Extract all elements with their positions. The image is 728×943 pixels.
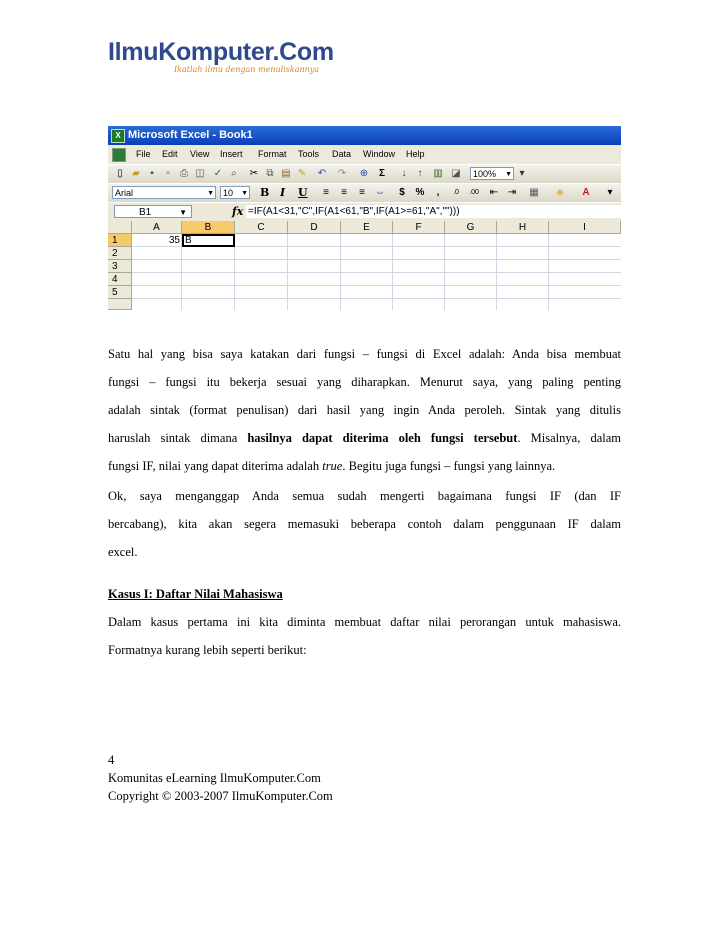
excel-menu-bar bbox=[108, 145, 621, 164]
align-right-icon[interactable]: ≡ bbox=[359, 187, 365, 198]
open-icon[interactable]: ▰ bbox=[132, 168, 140, 179]
fill-color-icon[interactable]: ◈ bbox=[556, 187, 564, 198]
workbook-icon bbox=[112, 148, 126, 162]
font-color-icon[interactable]: A bbox=[582, 187, 590, 198]
text-run: haruslah sintak dimana bbox=[108, 431, 248, 445]
chevron-down-icon: ▼ bbox=[505, 171, 512, 178]
print-preview-icon[interactable]: ◫ bbox=[195, 168, 205, 179]
underline-button[interactable]: U bbox=[298, 186, 308, 199]
menu-format[interactable]: Format bbox=[258, 149, 287, 159]
redo-icon[interactable]: ↷ bbox=[337, 168, 347, 179]
excel-screenshot bbox=[108, 126, 621, 310]
bold-button[interactable]: B bbox=[260, 186, 270, 199]
spelling-icon[interactable]: ✓ bbox=[213, 168, 223, 179]
paragraph-1 bbox=[108, 340, 621, 480]
excel-window-title: Microsoft Excel - Book1 bbox=[128, 129, 253, 141]
column-header[interactable]: I bbox=[549, 221, 621, 234]
text-line bbox=[108, 424, 621, 452]
footer-community: Komunitas eLearning IlmuKomputer.Com bbox=[108, 771, 321, 785]
font-name-select[interactable] bbox=[112, 186, 216, 199]
menu-window[interactable]: Window bbox=[363, 149, 396, 159]
chart-wizard-icon[interactable]: ▥ bbox=[433, 168, 443, 179]
text-line: adalah sintak (format penulisan) dari hasil yang ingin Anda peroleh. Sintak yang ditulis bbox=[108, 403, 621, 417]
permission-icon[interactable]: ▫ bbox=[166, 168, 170, 179]
text-run: . Begitu juga fungsi – fungsi yang lainnya. bbox=[342, 459, 556, 473]
row-header[interactable]: 2 bbox=[108, 247, 132, 260]
row-header[interactable]: 4 bbox=[108, 273, 132, 286]
page-footer bbox=[108, 751, 333, 805]
italic-button[interactable]: I bbox=[280, 186, 286, 199]
paste-icon[interactable]: ▤ bbox=[281, 168, 291, 179]
standard-toolbar bbox=[108, 164, 621, 183]
fx-icon[interactable]: fx bbox=[232, 205, 244, 218]
excel-app-icon: X bbox=[111, 129, 125, 143]
text-line: Formatnya kurang lebih seperti berikut: bbox=[108, 643, 307, 657]
formatting-toolbar bbox=[108, 183, 621, 202]
copy-icon[interactable]: ⧉ bbox=[266, 168, 274, 179]
excel-title-bar bbox=[108, 126, 621, 145]
align-left-icon[interactable]: ≡ bbox=[323, 187, 329, 198]
print-icon[interactable]: ⎙ bbox=[180, 168, 188, 179]
drawing-icon[interactable]: ◪ bbox=[451, 168, 461, 179]
column-header[interactable]: B bbox=[182, 221, 235, 234]
font-size-value: 10 bbox=[223, 188, 234, 198]
row-header[interactable] bbox=[108, 299, 132, 310]
column-header[interactable]: H bbox=[497, 221, 549, 234]
zoom-value: 100% bbox=[473, 169, 497, 179]
text-line: Ok, saya menganggap Anda semua sudah mengerti bagaimana fungsi IF (dan IF bbox=[108, 489, 621, 503]
cell-a1[interactable]: 35 bbox=[168, 235, 180, 246]
percent-icon[interactable]: % bbox=[415, 187, 425, 198]
cell-b1[interactable]: B bbox=[185, 235, 192, 246]
save-icon[interactable]: ▪ bbox=[150, 168, 154, 179]
text-line bbox=[108, 452, 621, 480]
borders-icon[interactable]: ▦ bbox=[529, 187, 539, 198]
menu-edit[interactable]: Edit bbox=[162, 149, 178, 159]
column-header[interactable]: G bbox=[445, 221, 497, 234]
text-line: bercabang), kita akan segera memasuki beberapa contoh dalam penggunaan IF dalam bbox=[108, 517, 621, 531]
new-icon[interactable]: ▯ bbox=[117, 168, 123, 179]
logo-title: IlmuKomputer.Com bbox=[108, 38, 334, 66]
column-header[interactable]: F bbox=[393, 221, 445, 234]
chevron-down-icon: ▼ bbox=[179, 208, 187, 217]
name-box[interactable] bbox=[114, 205, 192, 218]
text-run: . Misalnya, dalam bbox=[517, 431, 621, 445]
page-number: 4 bbox=[108, 753, 115, 767]
increase-indent-icon[interactable]: ⇥ bbox=[507, 187, 517, 198]
align-center-icon[interactable]: ≡ bbox=[341, 187, 347, 198]
column-header[interactable]: A bbox=[132, 221, 182, 234]
comma-style-icon[interactable]: , bbox=[436, 187, 440, 198]
decrease-decimal-icon[interactable]: .00 bbox=[469, 189, 479, 196]
worksheet-grid bbox=[108, 221, 621, 310]
sort-ascending-icon[interactable]: ↓ bbox=[401, 168, 407, 179]
undo-icon[interactable]: ↶ bbox=[317, 168, 327, 179]
menu-file[interactable]: File bbox=[136, 149, 151, 159]
column-header[interactable]: D bbox=[288, 221, 341, 234]
chevron-down-icon: ▼ bbox=[241, 190, 248, 197]
grid-line bbox=[132, 272, 621, 273]
logo-tagline: Ikatlah ilmu dengan menuliskannya bbox=[174, 65, 320, 74]
cut-icon[interactable]: ✂ bbox=[249, 168, 259, 179]
decrease-indent-icon[interactable]: ⇤ bbox=[489, 187, 499, 198]
section-heading: Kasus I: Daftar Nilai Mahasiswa bbox=[108, 587, 283, 601]
row-header[interactable]: 5 bbox=[108, 286, 132, 299]
site-logo bbox=[108, 38, 334, 74]
bold-text: hasilnya dapat diterima oleh fungsi tersebut bbox=[247, 431, 518, 445]
zoom-select[interactable] bbox=[470, 167, 514, 180]
grid-line bbox=[132, 298, 621, 299]
menu-view[interactable]: View bbox=[190, 149, 210, 159]
increase-decimal-icon[interactable]: .0 bbox=[453, 189, 459, 196]
menu-help[interactable]: Help bbox=[406, 149, 425, 159]
menu-insert[interactable]: Insert bbox=[220, 149, 243, 159]
formula-input[interactable]: =IF(A1<31,"C",IF(A1<61,"B",IF(A1>=61,"A",""))) bbox=[246, 205, 621, 218]
italic-text: true bbox=[322, 459, 343, 473]
chevron-down-icon: ▼ bbox=[207, 190, 214, 197]
font-size-select[interactable] bbox=[220, 186, 250, 199]
currency-icon[interactable]: $ bbox=[399, 187, 405, 198]
sort-descending-icon[interactable]: ↑ bbox=[417, 168, 423, 179]
paragraph-2 bbox=[108, 482, 621, 566]
toolbar-options-icon[interactable]: ▾ bbox=[519, 168, 525, 179]
text-run: fungsi IF, nilai yang dapat diterima adalah bbox=[108, 459, 323, 473]
column-header[interactable]: C bbox=[235, 221, 288, 234]
text-line: Satu hal yang bisa saya katakan dari fungsi – fungsi di Excel adalah: Anda bisa membuat bbox=[108, 347, 621, 361]
grid-line bbox=[132, 285, 621, 286]
column-header[interactable]: E bbox=[341, 221, 393, 234]
menu-data[interactable]: Data bbox=[332, 149, 352, 159]
footer-copyright: Copyright © 2003-2007 IlmuKomputer.Com bbox=[108, 789, 333, 803]
formula-bar bbox=[108, 202, 621, 221]
merge-center-icon[interactable]: ⇔ bbox=[375, 187, 385, 198]
toolbar-options-icon[interactable]: ▾ bbox=[607, 187, 613, 198]
font-name-value: Arial bbox=[115, 188, 134, 198]
research-icon[interactable]: ⌕ bbox=[231, 168, 237, 179]
row-header[interactable]: 1 bbox=[108, 234, 132, 247]
select-all-corner[interactable] bbox=[108, 221, 132, 234]
menu-tools[interactable]: Tools bbox=[298, 149, 320, 159]
text-line: Dalam kasus pertama ini kita diminta membuat daftar nilai perorangan untuk mahasiswa. bbox=[108, 615, 621, 629]
name-box-value: B1 bbox=[139, 207, 152, 218]
paragraph-3 bbox=[108, 608, 621, 664]
row-header[interactable]: 3 bbox=[108, 260, 132, 273]
text-line: excel. bbox=[108, 545, 138, 559]
hyperlink-icon[interactable]: ⊕ bbox=[359, 168, 369, 179]
grid-line bbox=[132, 259, 621, 260]
autosum-icon[interactable]: Σ bbox=[378, 168, 385, 179]
text-line: fungsi – fungsi itu bekerja sesuai yang diharapkan. Menurut saya, yang paling penting bbox=[108, 375, 621, 389]
format-painter-icon[interactable]: ✎ bbox=[297, 168, 307, 179]
